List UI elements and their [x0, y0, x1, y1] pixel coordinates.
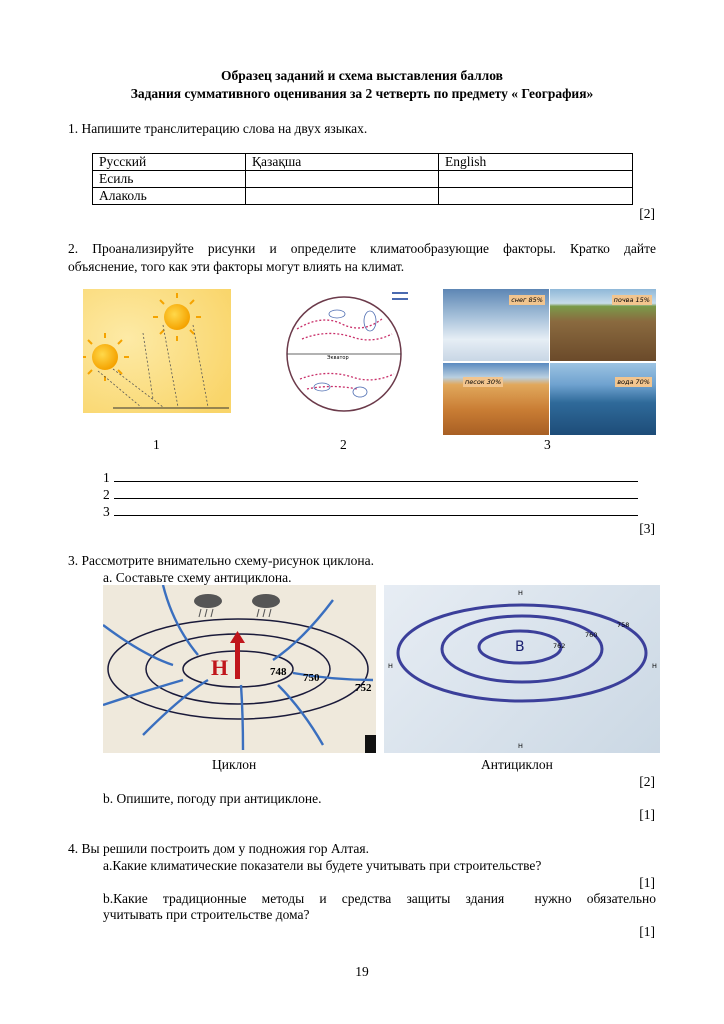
anticyclone-center-label: В [515, 639, 525, 655]
isobar-label: 748 [270, 666, 287, 678]
cyclone-diagram [103, 585, 376, 753]
answer-line-2[interactable] [103, 486, 643, 503]
table-cell-input[interactable] [246, 188, 439, 205]
table-row [93, 171, 633, 188]
figure-number-1: 1 [153, 437, 160, 452]
doc-title: Образец заданий и схема выставления баллов [221, 68, 503, 83]
answer-number: 2 [103, 487, 110, 502]
q4-part-b-line1: b.Какие традиционные методы и средства защиты здания нужно обязательно [103, 891, 656, 906]
edge-pressure-label: Н [518, 589, 523, 597]
answer-number: 1 [103, 470, 110, 485]
q3-part-b: b. Опишите, погоду при антициклоне. [103, 791, 322, 806]
q4-part-a: a.Какие климатические показатели вы будете учитывать при строительстве? [103, 858, 542, 873]
anticyclone-diagram [384, 585, 660, 753]
q4b-score: [1] [639, 924, 655, 939]
soil-photo [550, 289, 656, 361]
up-arrow-icon [230, 631, 245, 679]
q3b-score: [1] [639, 807, 655, 822]
snow-photo [443, 289, 549, 361]
table-cell: Алаколь [93, 188, 246, 205]
anticyclone-caption: Антициклон [481, 757, 553, 772]
water-photo [550, 363, 656, 435]
equator-label: Экватор [327, 355, 349, 361]
answer-number: 3 [103, 504, 110, 519]
edge-pressure-label: Н [652, 662, 657, 670]
doc-subtitle: Задания суммативного оценивания за 2 четверть по предмету « География» [130, 86, 594, 101]
q3-text: 3. Рассмотрите внимательно схему-рисунок циклона. [68, 553, 374, 568]
isobar-label: 752 [355, 682, 372, 694]
table-header-cell: Русский [93, 154, 246, 171]
isobar-label: 750 [303, 672, 320, 684]
edge-pressure-label: Н [388, 662, 393, 670]
sand-photo [443, 363, 549, 435]
isobar-label: 762 [553, 642, 566, 650]
raincloud-icon [252, 594, 280, 617]
photo-tag: вода 70% [617, 378, 650, 386]
transliteration-table [92, 153, 633, 205]
q2-text-line1: 2. Проанализируйте рисунки и определите климатообразующие факторы. Кратко дайте [68, 241, 656, 256]
q3-part-a: a. Составьте схему антициклона. [103, 570, 292, 585]
raincloud-icon [194, 594, 222, 617]
q2-text [68, 240, 656, 276]
sun-angle-figure [83, 289, 231, 413]
table-row [93, 154, 633, 171]
q1-score: [2] [639, 206, 655, 221]
table-cell-input[interactable] [439, 171, 633, 188]
globe-circulation-figure [282, 289, 417, 413]
figure-number-3: 3 [544, 437, 551, 452]
surface-albedo-collage [443, 289, 656, 435]
photo-tag: почва 15% [613, 296, 650, 304]
q3a-score: [2] [639, 774, 655, 789]
answer-line-1[interactable] [103, 469, 643, 486]
q2-score: [3] [639, 521, 655, 536]
page-number: 19 [355, 964, 369, 979]
q4-part-b-line2: учитывать при строительстве дома? [103, 907, 310, 922]
table-cell-input[interactable] [439, 188, 633, 205]
photo-tag: снег 85% [511, 296, 543, 304]
isobar-label: 760 [585, 631, 598, 639]
cyclone-center-label: Н [211, 655, 229, 680]
table-header-cell: English [439, 154, 633, 171]
edge-pressure-label: Н [518, 742, 523, 750]
figure-number-2: 2 [340, 437, 347, 452]
table-header-cell: Қазақша [246, 154, 439, 171]
isobar-label: 758 [617, 621, 630, 629]
q4-part-b [103, 891, 656, 923]
q4a-score: [1] [639, 875, 655, 890]
table-cell: Есиль [93, 171, 246, 188]
q1-text: 1. Напишите транслитерацию слова на двух языках. [68, 121, 368, 136]
photo-tag: песок 30% [465, 378, 502, 386]
table-row [93, 188, 633, 205]
answer-line-3[interactable] [103, 503, 643, 520]
q2-text-line2: объяснение, того как эти факторы могут влиять на климат. [68, 259, 405, 274]
q4-text: 4. Вы решили построить дом у подножия гор Алтая. [68, 841, 370, 856]
table-cell-input[interactable] [246, 171, 439, 188]
cyclone-caption: Циклон [212, 757, 257, 772]
